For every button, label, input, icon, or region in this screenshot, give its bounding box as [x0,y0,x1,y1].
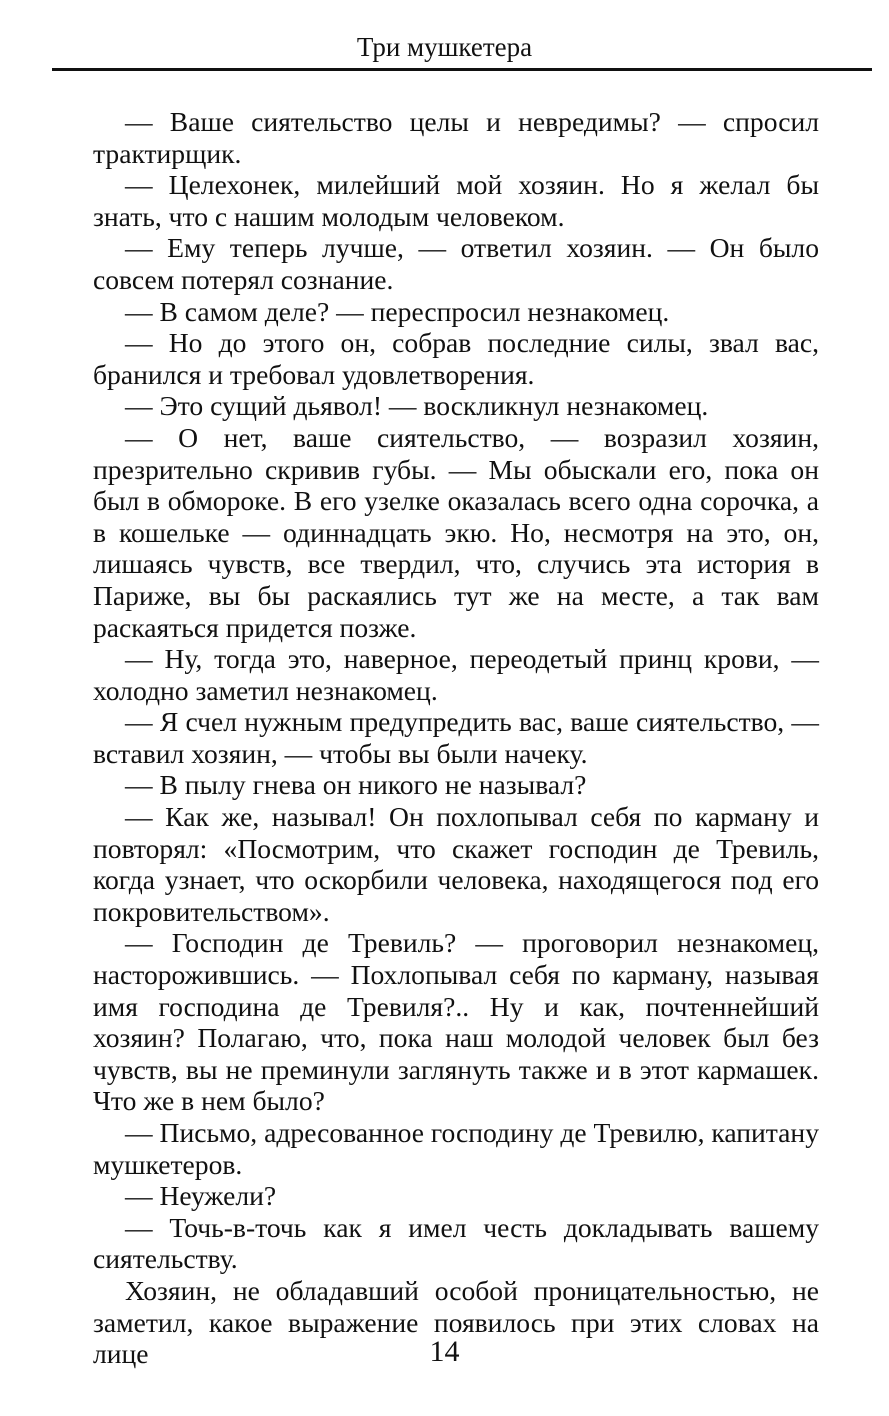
paragraph: — О нет, ваше сиятельство, — возразил хозяин, презрительно скривив губы. — Мы обыскали его, пока он был в обмороке. В его узелке оказалась всего одна сорочка, а в кошельке — одиннадцать экю. Но, несмотря на это, он, лишаясь чувств, все твердил, что, случись эта история в Париже, вы бы раскаялись тут же на месте, а так вам раскаяться придется позже. [93,421,819,643]
paragraph: — Ну, тогда это, наверное, переодетый принц крови, — холодно заметил незнакомец. [93,643,819,706]
paragraph: — Я счел нужным предупредить вас, ваше сиятельство, — вставил хозяин, — чтобы вы были начеку. [93,706,819,769]
paragraph: — Неужели? [125,1180,277,1212]
paragraph: — Господин де Тревиль? — проговорил незнакомец, насторожившись. — Похлопывал себя по карману, называя имя господина де Тревиля?.. Ну и как, почтеннейший хозяин? Полагаю, что, пока наш молодой человек был без чувств, вы не преминули заглянуть также и в этот кармашек. Что же в нем было? [93,927,819,1117]
paragraph: — Это сущий дьявол! — воскликнул незнакомец. [125,390,709,422]
paragraph: Хозяин, не обладавший особой проницательностью, не заметил, какое выражение появилось при этих словах на лице [93,1274,819,1370]
header-rule [52,68,872,71]
paragraph: — Ваше сиятельство целы и невредимы? — спросил трактирщик. [93,106,819,169]
paragraph: — Как же, называл! Он похлопывал себя по карману и повторял: «Посмотрим, что скажет господин де Тревиль, когда узнает, что оскорбили человека, находящегося под его покровительством». [93,801,819,927]
paragraph: — Ему теперь лучше, — ответил хозяин. — Он было совсем потерял сознание. [93,232,819,295]
body-text [93,106,819,1370]
paragraph: — Целехонек, милейший мой хозяин. Но я желал бы знать, что с нашим молодым человеком. [93,169,819,232]
paragraph: — В самом деле? — переспросил незнакомец. [125,295,670,327]
paragraph: — Письмо, адресованное господину де Тревилю, капитану мушкетеров. [93,1117,819,1180]
page-number: 14 [429,1335,460,1368]
paragraph: — В пылу гнева он никого не называл? [125,769,587,801]
paragraph: — Точь-в-точь как я имел честь докладывать вашему сиятельству. [93,1211,819,1275]
running-head-title: Три мушкетера [356,32,533,62]
paragraph: — Но до этого он, собрав последние силы, звал вас, бранился и требовал удовлетворения. [93,327,819,390]
